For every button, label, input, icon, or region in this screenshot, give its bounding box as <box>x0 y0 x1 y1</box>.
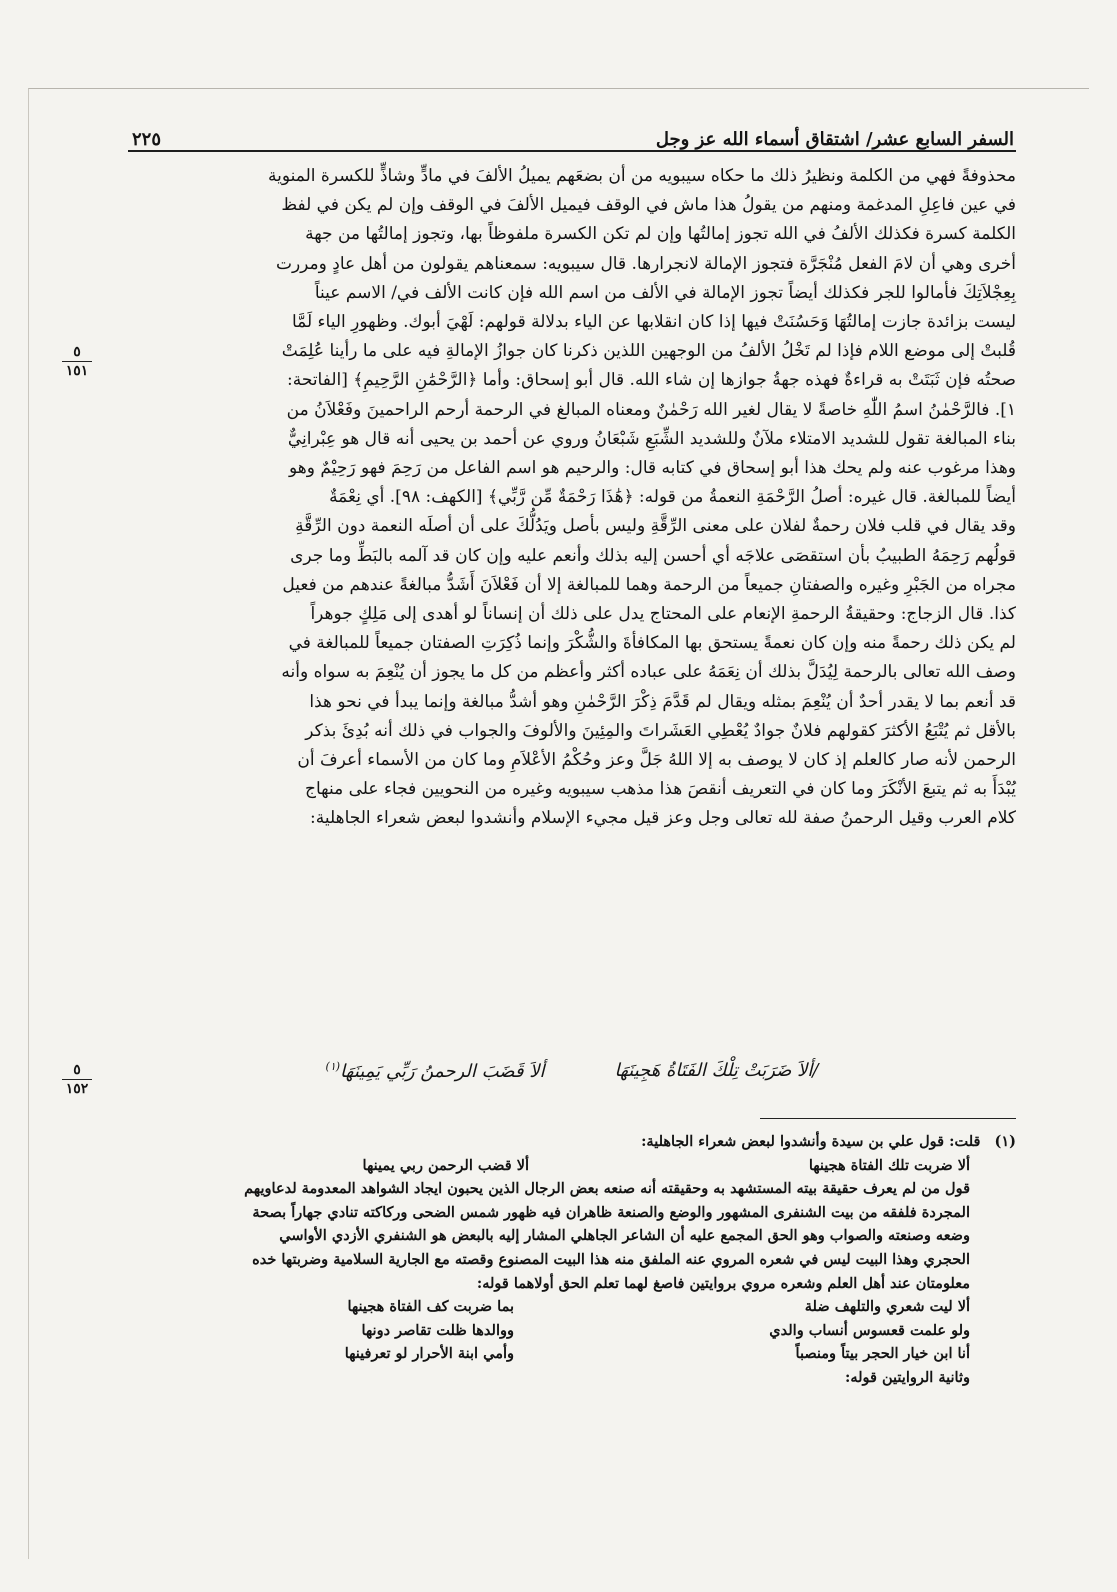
footnote-body <box>128 1177 1016 1295</box>
text-line: الكلمة كسرة فكذلك الألفُ في الله تجوز إمالتُها وإن لم تكن الكسرة ملفوظاً بها، وتجوز إمالتُها من جهة <box>305 224 1016 245</box>
margin-page-ref <box>62 345 92 378</box>
footnote-poem <box>128 1295 1016 1366</box>
footnote-verse <box>128 1154 1016 1178</box>
text-line: وصف الله تعالى بالرحمة لِيُدَلَّ بذلك أن نِعَمَهُ على عباده أكثر وأعظم من كل ما يجوز أن يُنْعِمَ به سواه وأنه <box>281 662 1016 683</box>
footnote-verse-1: ألا ضربت تلك الفتاة هجينها <box>808 1156 970 1174</box>
text-line: وقد يقال في قلب فلان رحمةٌ لفلان على معنى الرِّقَّةِ وليس بأصل ويَدُلُّكَ على أن أصلَه النعمة دون الرِّقَّةِ <box>295 516 1016 537</box>
verse-hemistich-2 <box>326 1060 545 1090</box>
poetry-verse <box>128 1060 1016 1090</box>
margin-ref-rule <box>62 1079 92 1080</box>
text-line: الرحمن لأنه صار كالعلم إذ كان لا يوصف به إلا اللهُ جَلَّ وعز وحُكْمُ الأعْلاَمِ وما كان من الأسماء أعرفَ أن <box>297 750 1016 771</box>
text-line: كلام العرب وقيل الرحمنُ صفة لله تعالى وجل وعز قيل مجيء الإسلام وأنشدوا لبعض شعراء الجاهلية: <box>310 808 1016 829</box>
text-line: قُلبتْ إلى موضع اللام فإذا لم تَخْلُ الألفُ من الوجهين اللذين ذكرنا كان جوازُ الإمالةِ فيه على ما رأينا عُلِمَتْ <box>281 341 1016 362</box>
footnote-intro <box>128 1130 1016 1154</box>
footnote-verse-2: ألا قضب الرحمن ربي يمينها <box>362 1156 529 1174</box>
text-line: قد أنعم بما لا يقدر أحدٌ أن يُنْعِمَ بمثله ويقال لم قَدَّمَ ذِكْرَ الرَّحْمٰنِ وهو أشدُّ مبالغة وإنما يبدأ في نحو هذا <box>309 691 1016 712</box>
margin-ref-volume: ٥ <box>73 1062 81 1078</box>
page-number: ٢٢٥ <box>132 129 162 150</box>
footnote-line: وضعه وصنعته والصواب وهو الحق المجمع عليه أن الشاعر الجاهلي المشار إليه بالبعض هو الشنفري الأزدي الأواسي <box>279 1227 970 1245</box>
running-header <box>128 110 1016 152</box>
chapter-title: السفر السابع عشر/ اشتقاق أسماء الله عز وجل <box>655 129 1014 150</box>
text-line: وهذا مرغوب عنه ولم يحك هذا أبو إسحاق في كتابه قال: والرحيم هو اسم الفاعل من رَحِمَ فهو رَحِيْمٌ وهو <box>289 458 1016 479</box>
poem-hemistich: أنا ابن خيار الحجر بيتاً ومنصباً <box>795 1345 970 1363</box>
text-line: بالأقل ثم يُتْبَعُ الأكثرَ كقولهم فلانٌ جوادٌ يُعْطِي العَشَراتَ والمِئِينَ والألوفَ والجواب في ذلك أنه بُدِئَ بذكر <box>305 720 1016 741</box>
text-line: أيضاً للمبالغة. قال غيره: أصلُ الرَّحْمَةِ النعمةُ من قوله: ﴿هَٰذَا رَحْمَةٌ مِّن رَّبِّي﴾ [الكهف: ٩٨]. أي نِعْمَةٌ <box>329 487 1016 508</box>
text-line: بِعِجْلاَتِكَ فأمالوا للجر فكذلك أيضاً تجوز الإمالة في الألف من اسم الله فإن كانت الألف في/ الاسم عيناً <box>314 282 1016 303</box>
margin-ref-rule <box>62 361 92 362</box>
verse-hemistich-2-text: ألاَ قَضَبَ الرحمنُ رَبِّي يَمِينَهَا <box>340 1061 545 1082</box>
text-line: كذا. قال الزجاج: وحقيقةُ الرحمةِ الإنعام على المحتاج يدل على ذلك أن إنساناً لو أهدى إلى مَلِكٍ جوهراً <box>310 604 1016 625</box>
footnote-mark: (١) <box>994 1133 1016 1150</box>
text-line: محذوفةً فهي من الكلمة ونظيرُ ذلك ما حكاه سيبويه من أن بضعَهم يميلُ الألفَ في مادٍّ وشاذٍّ للكسرة المنوية <box>268 166 1016 186</box>
text-line: في عين فاعِلِ المدغمة ومنهم من يقولُ هذا ماش في الوقف فيميل الألفَ في الوقف وإن لم يكن في لفظ <box>281 195 1016 216</box>
margin-ref-page: ١٥١ <box>65 363 89 379</box>
verse-hemistich-1: /ألاَ ضَرَبَتْ تِلْكَ الفَتَاةُ هَجِينَهَا <box>614 1060 819 1081</box>
text-line: لم يكن ذلك رحمةً منه وإن كان نعمةً يستحق بها المكافأةَ والشُّكْرَ وإنما ذُكِرَتِ الصفتان جميعاً للمبالغة في <box>288 633 1016 654</box>
text-line: يُبْدَأَ به ثم يتبعَ الأنْكَرَ وما كان في التعريف أنقصَ هذا مذهب سيبويه وغيره من النحويين فجاء على منهاج <box>304 779 1016 800</box>
margin-ref-page: ١٥٢ <box>65 1081 89 1097</box>
text-line: أخرى وهي أن لامَ الفعل مُنْجَرَّة فتجوز الإمالة لانجرارها. قال سيبويه: سمعناهم يقولون من أهل عادٍ ومررت <box>275 253 1016 274</box>
margin-ref-volume: ٥ <box>73 344 81 360</box>
text-line: مجراه من الجَبْرِ وغيره والصفتانِ جميعاً من الرحمة وهما للمبالغة إلا أن فَعْلاَنَ أَشَدُّ مبالغةً عندهم من فعيل <box>282 574 1016 595</box>
footnote-ref: (١) <box>325 1060 341 1073</box>
text-line: ١]. فالرَّحْمٰنُ اسمُ اللّٰهِ خاصةً لا يقال لغير الله رَحْمٰنٌ ومعناه المبالغ في الرحمة أرحم الراحمينَ وفَعْلاَنُ من <box>286 399 1016 420</box>
footnote-line: الحجري وهذا البيت ليس في شعره المروي عنه الملفق منه هذا البيت المصنوع وقصته مع الجارية السلامية وضربتها خده <box>252 1250 970 1268</box>
poem-hemistich: بما ضربت كف الفتاة هجينها <box>347 1298 514 1316</box>
main-text <box>128 162 1016 834</box>
poem-hemistich: وأمي ابنة الأحرار لو تعرفينها <box>344 1345 514 1363</box>
footnote-separator <box>760 1118 1016 1119</box>
text-line: ليست بزائدة جازت إمالتُهَا وَحَسُنَتْ فيها إذا كان انقلابها عن الياء بدلالة قولهم: لَهْيَ أبوك. وظهورِ الياء لَمَّا <box>291 312 1016 333</box>
footnote-line: قول من لم يعرف حقيقة بيته المستشهد به وحقيقته أنه صنعه بعض الرجال الذين يحبون ايجاد الشواهد المعدومة لدعاويهم <box>244 1180 970 1198</box>
poem-hemistich: ووالدها ظلت تقاصر دونها <box>361 1321 514 1339</box>
footnote-line: معلومتان عند أهل العلم وشعره مروي بروايتين فاصغ لهما تعلم الحق أولاهما قوله: <box>476 1274 970 1292</box>
footnotes <box>128 1130 1016 1390</box>
footnote-line: المجردة فلفقه من بيت الشنفرى المشهور والوضع والصنعة ظاهران فيه ظهور شمس الضحى وركاكته تنادي جهاراً بصحة <box>252 1203 970 1221</box>
text-line: صحتُه فإن ثَبَتَتْ به قراءةٌ فهذه جهةُ جوازها إن شاء الله. قال أبو إسحاق: وأما ﴿الرَّحْمَٰنِ الرَّحِيمِ﴾ [الفاتحة: <box>287 370 1016 391</box>
margin-page-ref <box>62 1063 92 1096</box>
footnote-closing: وثانية الروايتين قوله: <box>844 1368 970 1386</box>
text-line: بناء المبالغة تقول للشديد الامتلاء ملآنٌ وللشديد الشِّبَعِ شَبْعَانُ وروي عن أحمد بن يحيى أنه قال هو عِبْرانِيٌّ <box>287 428 1016 449</box>
poem-hemistich: ولو علمت قعسوس أنساب والدي <box>769 1321 970 1339</box>
footnote-intro-text: قلت: قول علي بن سيدة وأنشدوا لبعض شعراء الجاهلية: <box>641 1133 981 1150</box>
poem-hemistich: ألا ليت شعري والتلهف ضلة <box>804 1298 970 1316</box>
text-line: قولُهم رَحِمَهُ الطبيبُ بأن استقصَى علاجَه أي أحسن إليه بذلك وأنعم عليه وإن كان قد آلمه بالبَطِّ وما جرى <box>290 545 1016 566</box>
